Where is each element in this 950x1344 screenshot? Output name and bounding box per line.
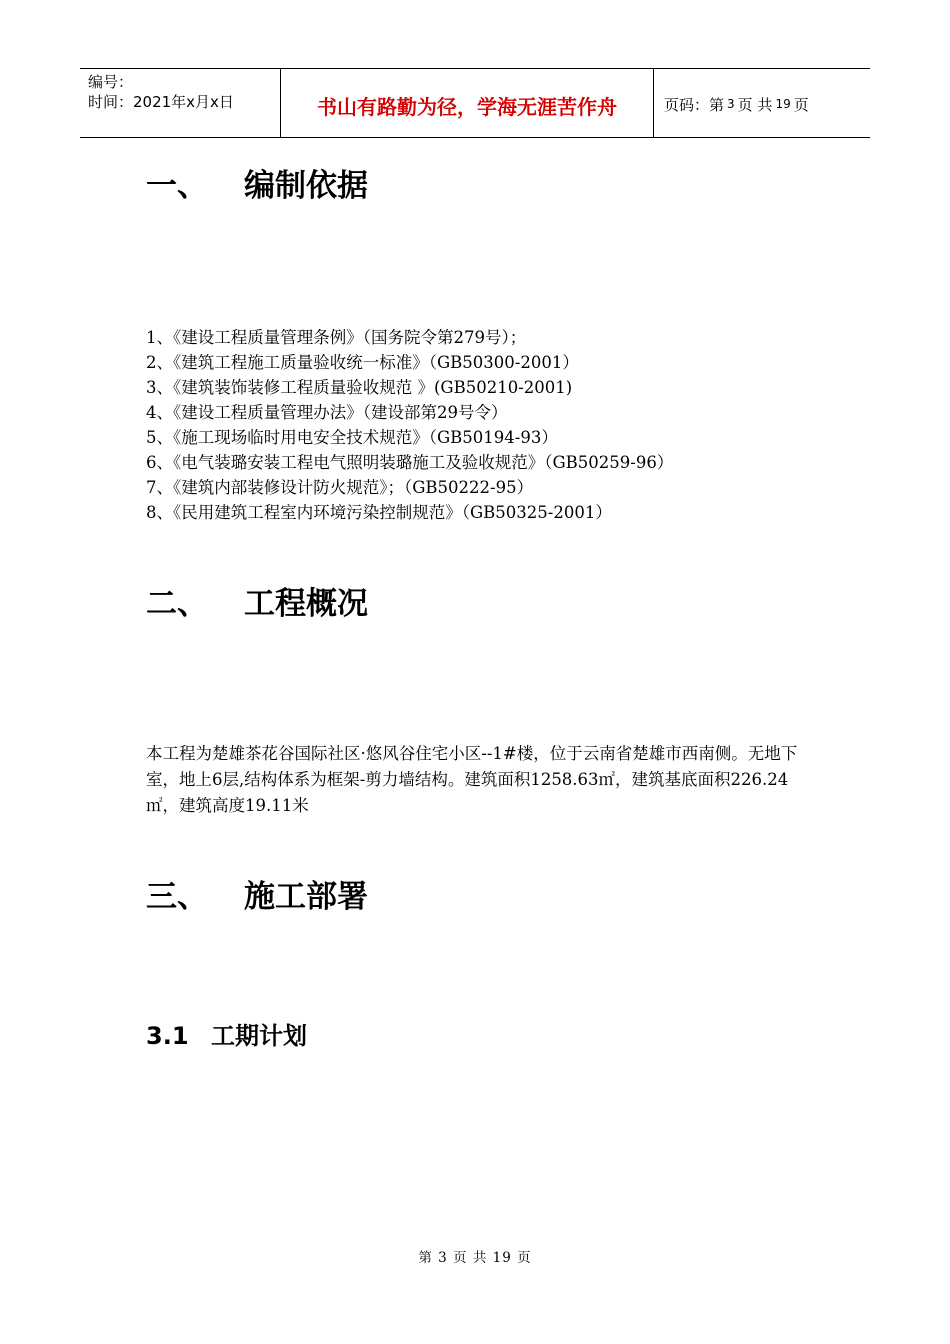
header-meta [80,69,281,137]
page-suffix: 页 [793,95,809,114]
section-heading-basis [146,166,368,206]
list-item: 1、《建设工程质量管理条例》（国务院令第279号）； [146,328,527,347]
page-prefix: 页码：第 [664,95,725,114]
page-middle: 页 共 [737,95,773,114]
list-item: 3、《建筑装饰装修工程质量验收规范 》(GB50210-2001) [146,378,573,397]
list-item: 7、《建筑内部装修设计防火规范》；（GB50222-95） [146,478,534,497]
section-number: 一、 [146,168,208,204]
overview-paragraph: 本工程为楚雄茶花谷国际社区·悠风谷住宅小区--1#楼，位于云南省楚雄市西南侧。无地下室，地上6层,结构体系为框架-剪力墙结构。建筑面积1258.63㎡，建筑基底面积226.24㎡，建筑高度19.11米 [146,744,798,815]
list-item: 4、《建设工程质量管理办法》（建设部第29号令） [146,403,508,422]
list-item: 2、《建筑工程施工质量验收统一标准》（GB50300-2001） [146,353,579,372]
subsection-heading-schedule [146,1020,307,1052]
section-heading-deployment [146,877,368,917]
page-current: 3 [727,97,735,111]
subsection-number: 3.1 [146,1022,189,1050]
section-title: 工程概况 [244,586,368,622]
section-heading-overview [146,584,368,624]
list-item: 6、《电气装璐安装工程电气照明装璐施工及验收规范》（GB50259-96） [146,453,674,472]
page-footer: 第 3 页 共 19 页 [418,1250,532,1266]
page-header [80,68,870,138]
header-date-label: 时间：2021年x月x日 [88,93,234,111]
section-number: 三、 [146,879,208,915]
list-item: 8、《民用建筑工程室内环境污染控制规范》（GB50325-2001） [146,503,612,522]
section-number: 二、 [146,586,208,622]
page-total: 19 [775,97,791,111]
section-title: 施工部署 [244,879,368,915]
subsection-title: 工期计划 [211,1022,307,1050]
section-title: 编制依据 [244,168,368,204]
reference-list [146,325,673,525]
header-page-info [654,69,870,137]
header-code-label: 编号： [88,73,134,91]
list-item: 5、《施工现场临时用电安全技术规范》（GB50194-93） [146,428,558,447]
header-motto: 书山有路勤为径，学海无涯苦作舟 [281,69,654,137]
